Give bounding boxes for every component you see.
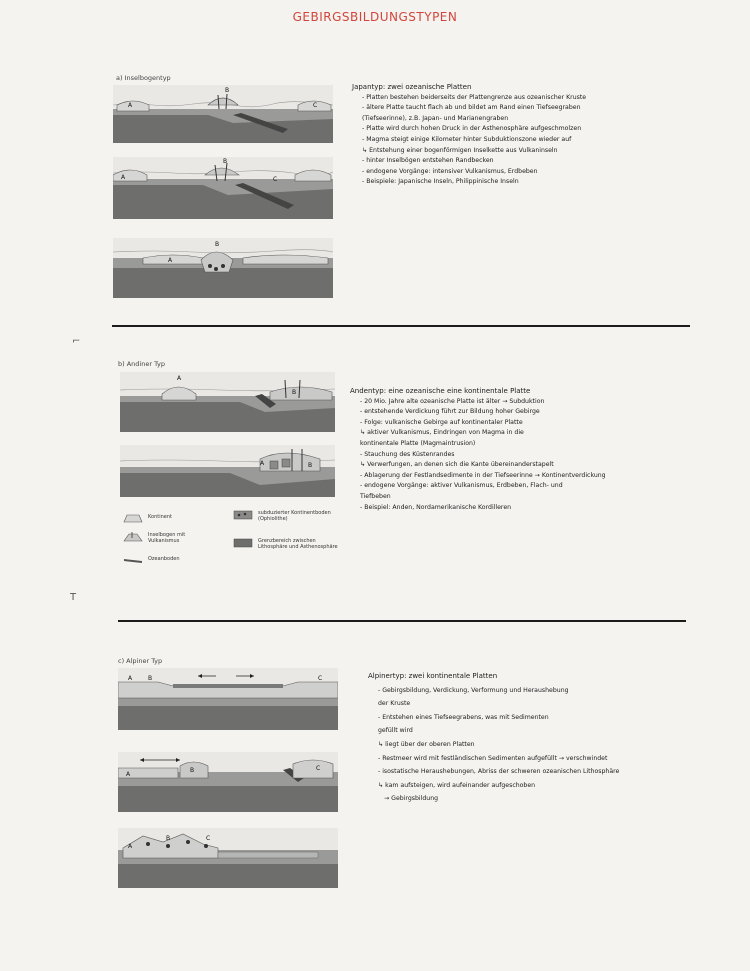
diag-b1-letter-b: B	[292, 389, 297, 396]
note-line: ↳ liegt über der oberen Platten	[378, 740, 475, 748]
note-line: - Beispiel: Anden, Nordamerikanische Kordilleren	[360, 503, 512, 511]
note-line: der Kruste	[378, 700, 411, 708]
note-line: - Restmeer wird mit festländischen Sedimenten aufgefüllt → verschwindet	[378, 754, 608, 762]
diag-c1-letter-a: A	[128, 675, 133, 682]
note-line: ↳ Verwerfungen, an denen sich die Kante übereinanderstapelt	[360, 461, 554, 469]
note-line: - hinter Inselbögen entstehen Randbecken	[362, 157, 494, 165]
diag-c2-letter-b: B	[190, 767, 195, 774]
diag-c1-letter-b: B	[148, 675, 153, 682]
diag-a1-letter-a: A	[128, 102, 133, 109]
note-line: - Stauchung des Küstenrandes	[360, 450, 455, 458]
diag-a1-letter-b: B	[225, 87, 230, 94]
diag-b2-letter-b: B	[308, 462, 313, 469]
ozeanboden-swatch-icon	[123, 556, 143, 564]
diag-a1-letter-c: C	[313, 102, 318, 109]
note-line: ↳ kam aufsteigen, wird aufeinander aufgeschoben	[378, 781, 536, 789]
diag-a2-letter-c: C	[273, 176, 278, 183]
note-line: - 20 Mio. Jahre alte ozeanische Platte ist älter → Subduktion	[360, 397, 545, 405]
section-b-diagram-2	[120, 445, 335, 497]
note-line: Andentyp: eine ozeanische eine kontinentale Platte	[350, 387, 531, 395]
note-line: - entstehende Verdickung führt zur Bildung hoher Gebirge	[360, 408, 540, 416]
legend-label: Inselbogen mit Vulkanismus	[148, 532, 186, 544]
section-c-label: c) Alpiner Typ	[118, 657, 163, 665]
note-line: kontinentale Platte (Magmaintrusion)	[360, 439, 476, 447]
note-line: (Tiefseerinne), z.B. Japan- und Marianengraben	[362, 114, 509, 122]
section-a-notes	[352, 82, 712, 188]
legend-item-ozeanboden	[123, 556, 180, 564]
note-line: - Magma steigt einige Kilometer hinter Subduktionszone wieder auf	[362, 135, 572, 143]
kontinent-swatch-icon	[123, 514, 143, 523]
diag-c3-letter-a: A	[128, 843, 133, 850]
diag-c2-letter-c: C	[316, 765, 321, 772]
section-a-label: a) Inselbogentyp	[116, 74, 171, 82]
section-c-diagram-1	[118, 668, 338, 730]
section-a-diagram-1	[113, 85, 333, 143]
note-line: - Platte wird durch hohen Druck in der Asthenosphäre aufgeschmolzen	[362, 125, 582, 133]
grenzbereich-swatch-icon	[233, 538, 253, 548]
diag-b2-letter-a: A	[260, 460, 265, 467]
page-title: GEBIRGSBILDUNGSTYPEN	[292, 10, 458, 24]
divider-2	[118, 620, 686, 622]
diag-b1-letter-a: A	[177, 375, 182, 382]
note-line: - endogene Vorgänge: intensiver Vulkanismus, Erdbeben	[362, 167, 538, 175]
note-line: - Entstehen eines Tiefseegrabens, was mit Sedimenten	[378, 713, 549, 721]
diag-a3-letter-b: B	[215, 241, 220, 248]
note-line: ↳ Entstehung einer bogenförmigen Inselkette aus Vulkaninseln	[362, 146, 558, 154]
legend-label: Grenzbereich zwischen Lithosphäre und Asthenosphäre	[258, 538, 338, 550]
ophiolith-swatch-icon	[233, 510, 253, 520]
note-line: - Folge: vulkanische Gebirge auf kontinentaler Platte	[360, 418, 523, 426]
inselbogen-swatch-icon	[123, 532, 143, 542]
note-line: - Platten bestehen beiderseits der Plattengrenze aus ozeanischer Kruste	[362, 93, 587, 101]
section-b-diagram-1	[120, 372, 335, 432]
diag-c3-letter-b: B	[166, 835, 171, 842]
note-line: ↳ aktiver Vulkanismus, Eindringen von Magma in die	[360, 429, 524, 437]
margin-mark-1: ⌐	[72, 336, 81, 347]
diag-c2-letter-a: A	[126, 771, 131, 778]
note-line: - Beispiele: Japanische Inseln, Philippinische Inseln	[362, 178, 519, 186]
note-line: - Gebirgsbildung, Verdickung, Verformung und Heraushebung	[378, 686, 569, 694]
note-line: - ältere Platte taucht flach ab und bildet am Rand einen Tiefseegraben	[362, 104, 581, 112]
legend-label: subduzierter Kontinentboden (Ophiolithe)	[258, 510, 331, 522]
section-c-notes	[368, 670, 733, 806]
section-b-notes	[350, 386, 730, 513]
note-line: Tiefbeben	[360, 492, 391, 500]
section-c-diagram-2	[118, 752, 338, 812]
section-b-legend	[123, 510, 343, 580]
section-a-diagram-2	[113, 157, 333, 219]
note-line: - Ablagerung der Festlandsedimente in der Tiefseerinne → Kontinentverdickung	[360, 471, 606, 479]
diag-a2-letter-a: A	[121, 174, 126, 181]
diag-a2-letter-b: B	[223, 158, 228, 165]
diag-a3-letter-a: A	[168, 257, 173, 264]
margin-mark-2: T	[70, 592, 77, 603]
legend-item-subduziert	[233, 510, 338, 522]
diag-c1-letter-c: C	[318, 675, 323, 682]
note-line: Japantyp: zwei ozeanische Platten	[352, 83, 472, 91]
note-line: gefüllt wird	[378, 727, 413, 735]
note-line: - endogene Vorgänge: aktiver Vulkanismus, Erdbeben, Flach- und	[360, 482, 563, 490]
note-line: Alpinertyp: zwei kontinentale Platten	[368, 672, 498, 680]
legend-item-grenzbereich	[233, 538, 338, 550]
section-c-diagram-3	[118, 828, 338, 888]
legend-label: Ozeanboden	[148, 556, 180, 562]
diag-c3-letter-c: C	[206, 835, 211, 842]
section-a-diagram-3	[113, 238, 333, 298]
legend-item-kontinent	[123, 514, 172, 523]
divider-1	[112, 325, 690, 327]
legend-item-inselbogen	[123, 532, 218, 544]
note-line: → Gebirgsbildung	[384, 795, 439, 803]
note-line: - isostatische Heraushebungen, Abriss der schweren ozeanischen Lithosphäre	[378, 768, 620, 776]
section-b-label: b) Andiner Typ	[118, 360, 166, 368]
legend-label: Kontinent	[148, 514, 172, 520]
